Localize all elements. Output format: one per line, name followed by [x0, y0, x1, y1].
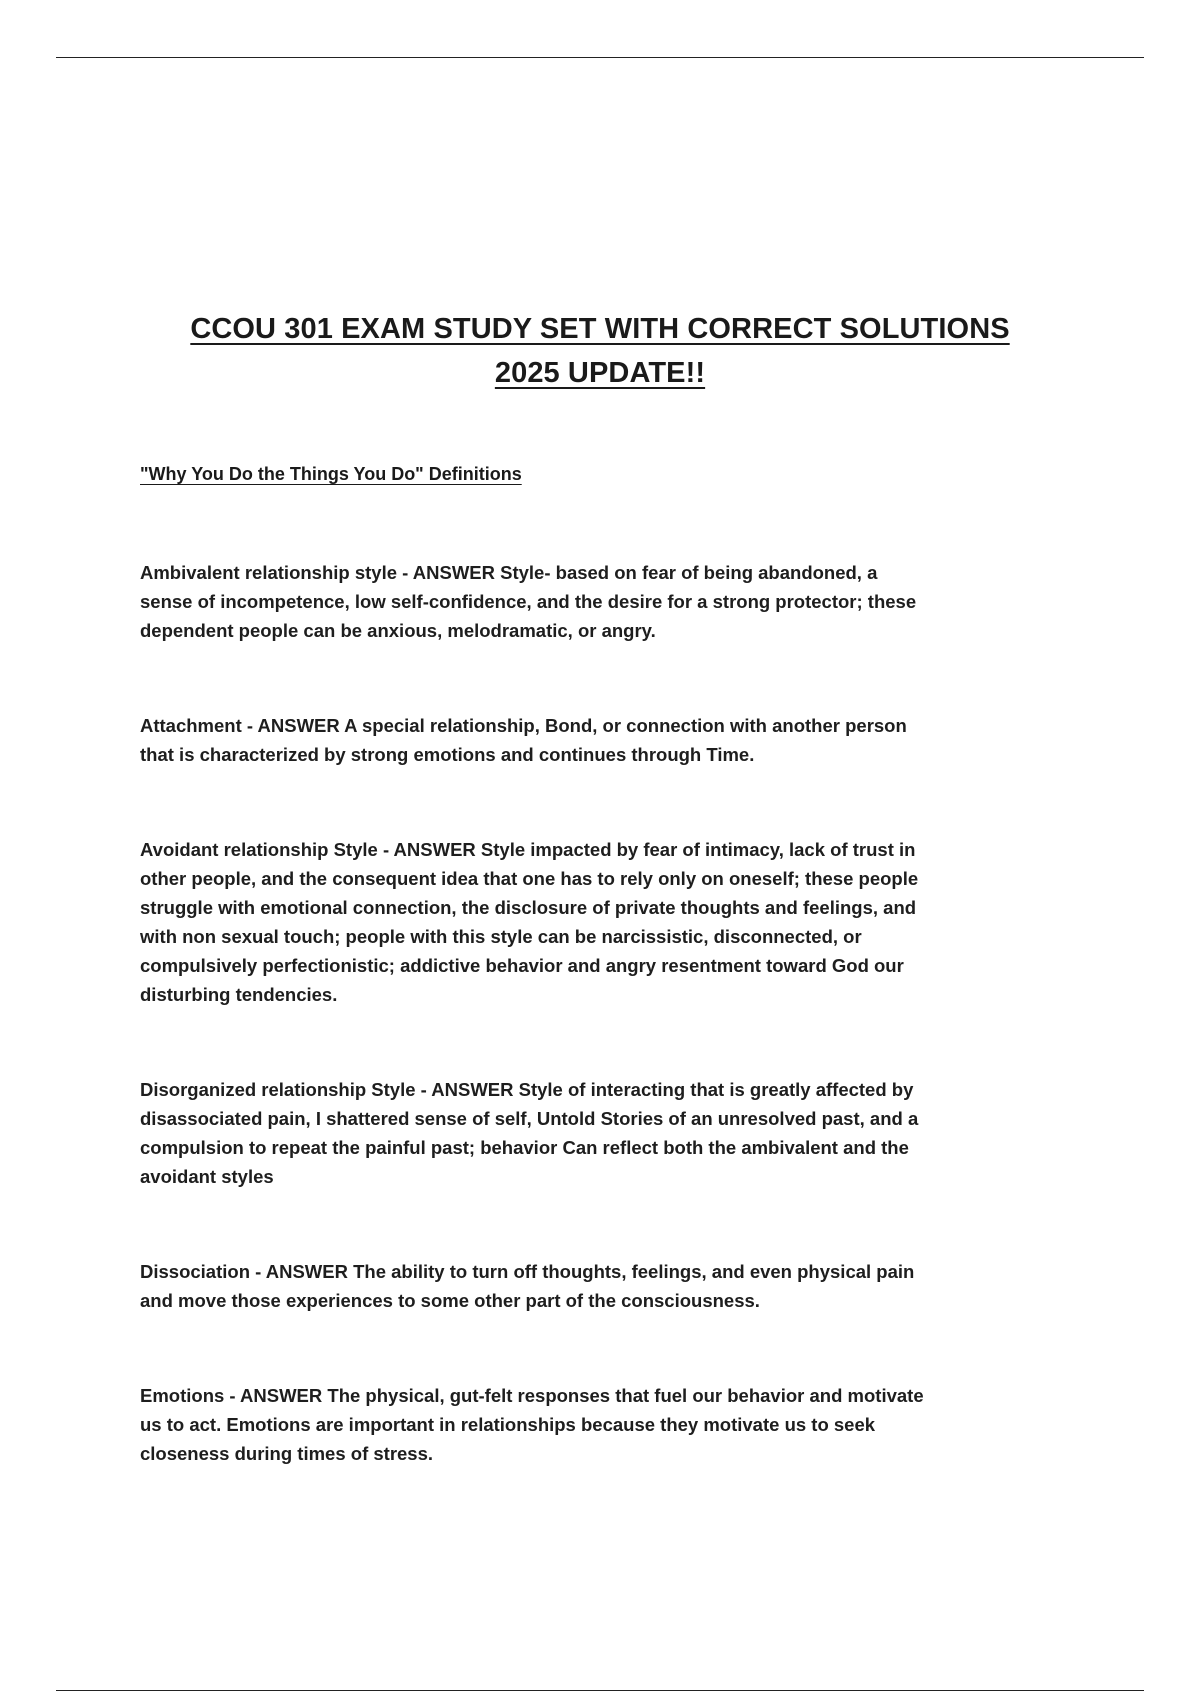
definition-attachment: Attachment - ANSWER A special relationship, Bond, or connection with another person that is characterized by strong emotions and continues through Time. — [140, 715, 907, 765]
top-rule — [56, 57, 1144, 58]
definition-emotions: Emotions - ANSWER The physical, gut-felt responses that fuel our behavior and motivate us to act. Emotions are important in relationships because they motivate us to seek closeness during times of stress. — [140, 1385, 924, 1464]
section-heading: "Why You Do the Things You Do" Definitions — [140, 464, 522, 484]
title-line-1: CCOU 301 EXAM STUDY SET WITH CORRECT SOLUTIONS — [190, 313, 1010, 345]
title-line-2: 2025 UPDATE!! — [494, 357, 706, 389]
definitions-list — [140, 558, 1075, 1534]
bottom-rule — [56, 1690, 1144, 1691]
definition-avoidant-relationship-style: Avoidant relationship Style - ANSWER Style impacted by fear of intimacy, lack of trust in other people, and the consequent idea that one has to rely only on oneself; these people struggle with emotional connection, the disclosure of private thoughts and feelings, and with non sexual touch; people with this style can be narcissistic, disconnected, or compulsively perfectionistic; addictive behavior and angry resentment toward God our disturbing tendencies. — [140, 839, 919, 1005]
definition-ambivalent-relationship-style: Ambivalent relationship style - ANSWER Style- based on fear of being abandoned, a sense of incompetence, low self-confidence, and the desire for a strong protector; these dependent people can be anxious, melodramatic, or angry. — [140, 562, 917, 641]
definition-disorganized-relationship-style: Disorganized relationship Style - ANSWER Style of interacting that is greatly affected by disassociated pain, I shattered sense of self, Untold Stories of an unresolved past, and a compulsion to repeat the painful past; behavior Can reflect both the ambivalent and the avoidant styles — [140, 1079, 919, 1187]
definition-dissociation: Dissociation - ANSWER The ability to turn off thoughts, feelings, and even physical pain and move those experiences to some other part of the consciousness. — [140, 1261, 915, 1311]
document-title — [0, 308, 1200, 394]
